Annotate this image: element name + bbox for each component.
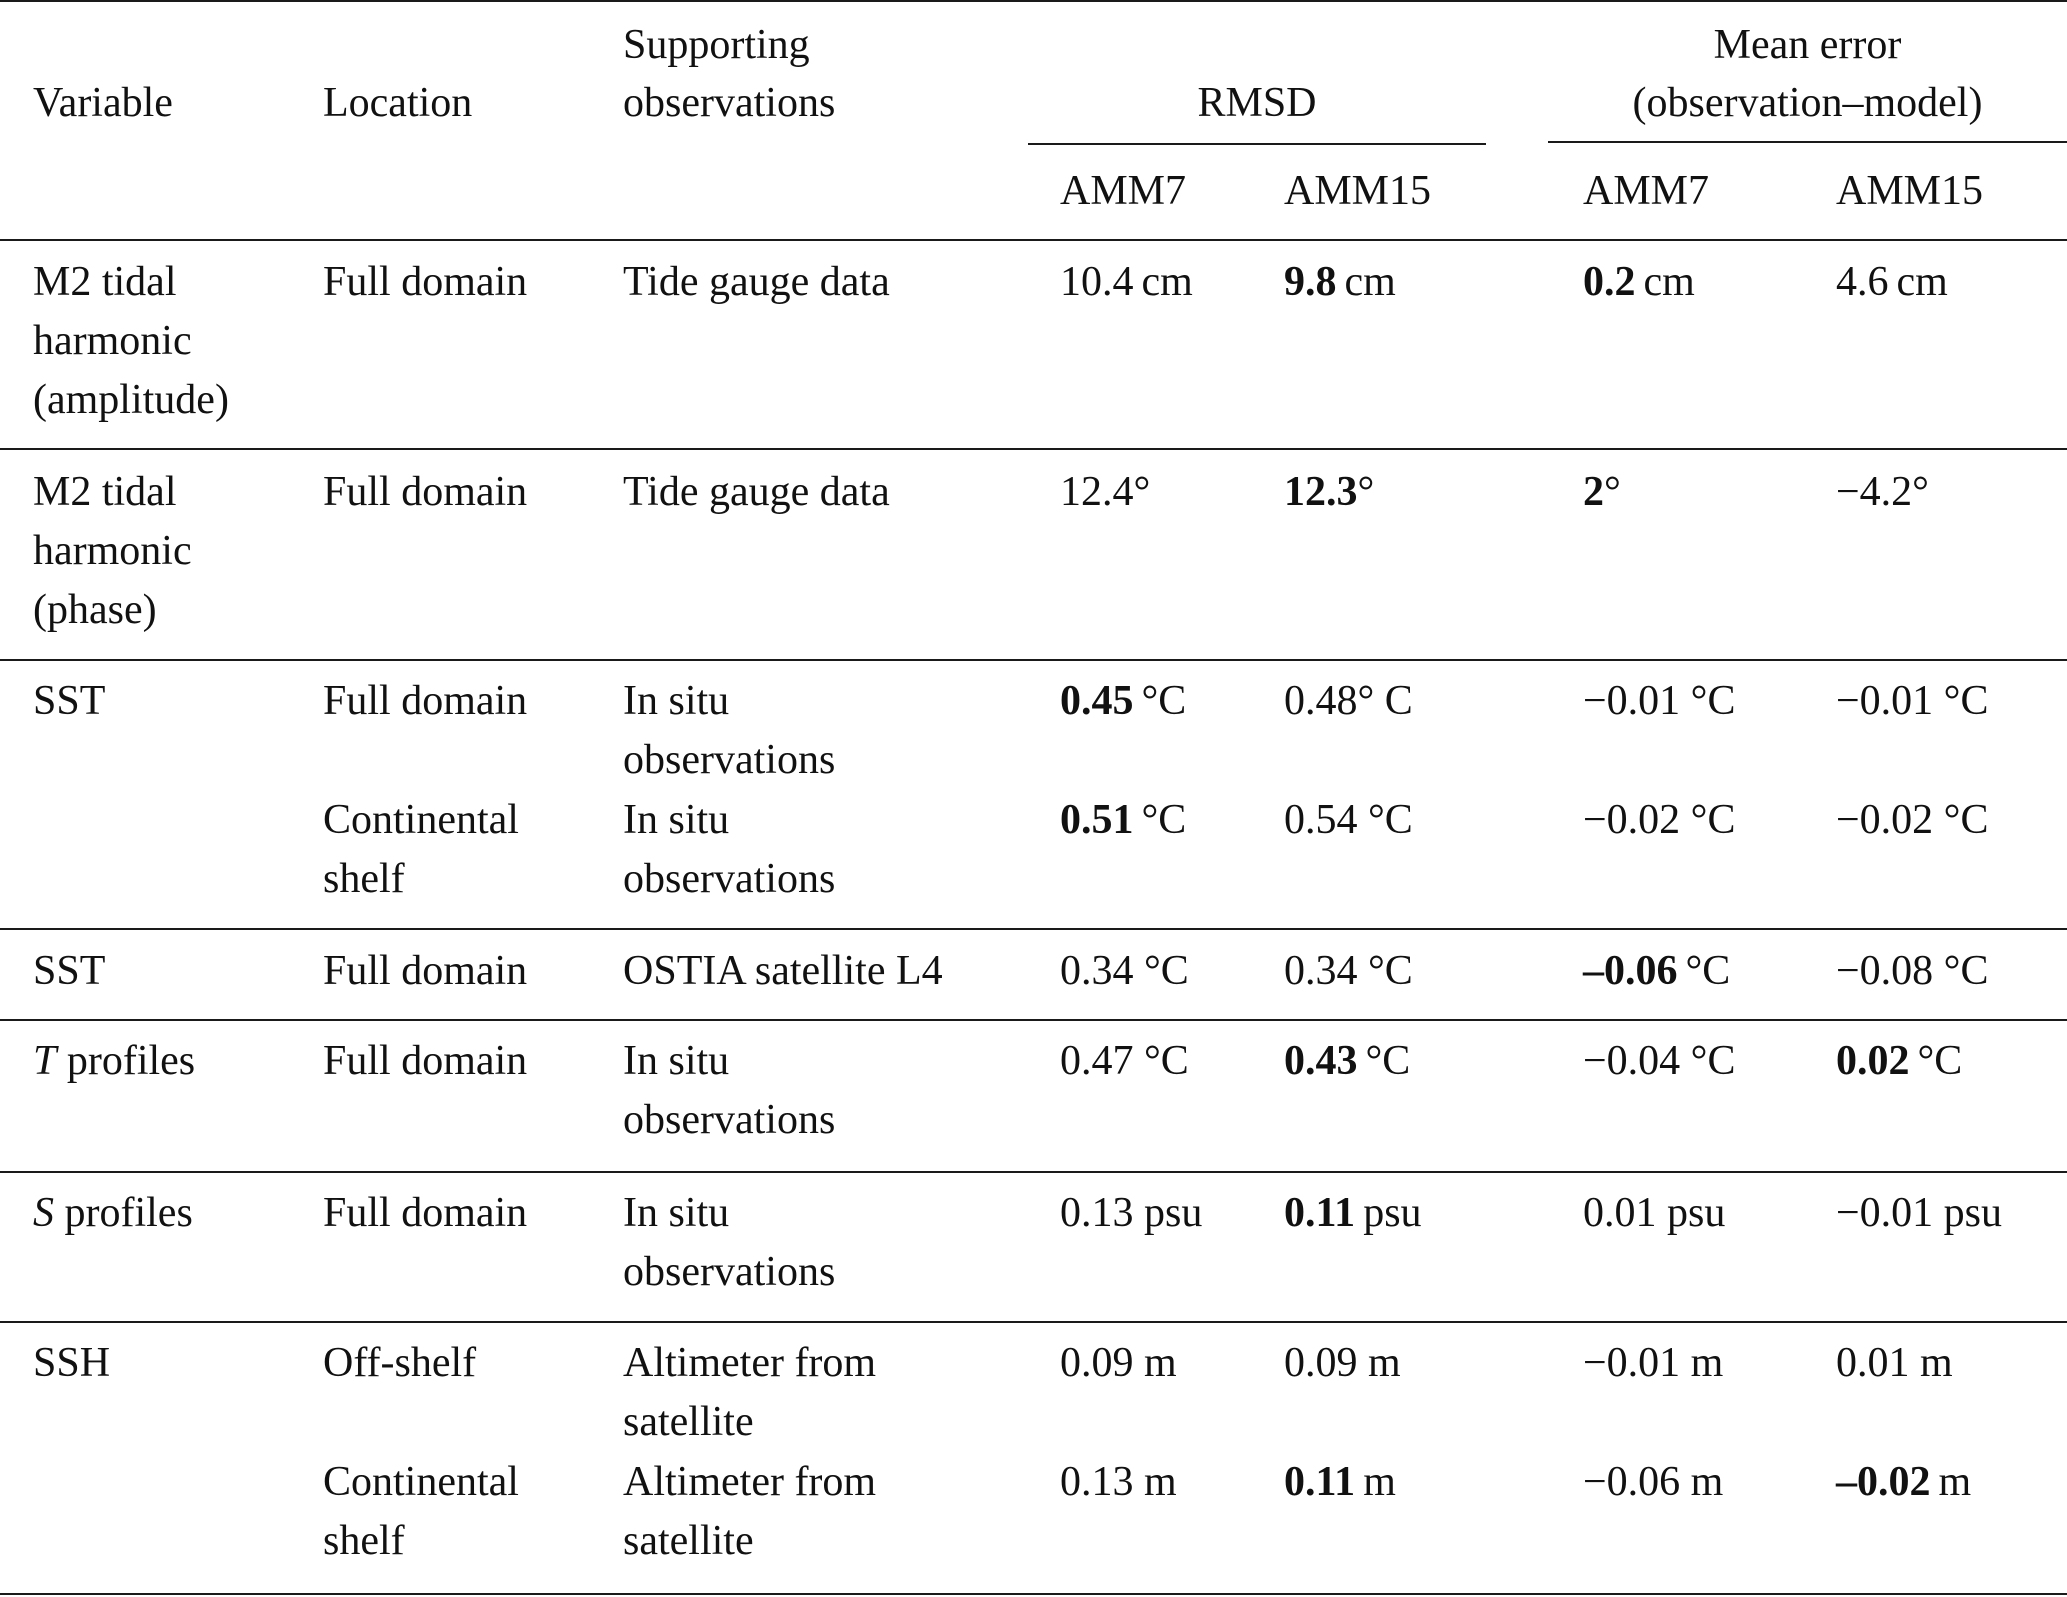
cell-rmsd-amm15 [1284, 671, 1413, 731]
header-me-amm7: AMM7 [1583, 168, 1710, 214]
cell-rmsd-amm15-value: 0.09 m [1284, 1340, 1401, 1386]
cell-location: Full domain [323, 1038, 528, 1084]
cell-variable [33, 1183, 193, 1243]
cell-me-amm15-value: −0.01 °C [1836, 678, 1989, 724]
cell-rmsd-amm15-unit: cm [1344, 259, 1396, 305]
cell-variable: SST [33, 948, 106, 994]
header-rmsd: RMSD [1197, 80, 1317, 126]
cell-me-amm15-unit: m [1938, 1459, 1972, 1505]
cell-me-amm7 [1583, 1031, 1736, 1091]
header-rmsd-amm7: AMM7 [1060, 168, 1187, 214]
row-rule [0, 1321, 2067, 1323]
cell-rmsd-amm15 [1284, 941, 1413, 1001]
cell-rmsd-amm7-value: 10.4 [1060, 259, 1134, 305]
cell-rmsd-amm7-value: 0.51 [1060, 797, 1134, 843]
cell-location: Continental [323, 797, 519, 843]
cell-support: Altimeter from [623, 1459, 877, 1505]
cell-variable: harmonic [33, 318, 192, 364]
cell-location: shelf [323, 856, 405, 902]
cell-rmsd-amm15-unit: ° [1357, 469, 1375, 515]
cell-rmsd-amm15 [1284, 1333, 1401, 1393]
cell-me-amm7-value: 2 [1583, 469, 1604, 515]
cell-me-amm7 [1583, 1452, 1723, 1512]
variable-label: profiles [56, 1038, 196, 1084]
cell-variable: harmonic [33, 528, 192, 574]
cell-support: In situ [623, 1038, 730, 1084]
cell-me-amm15 [1836, 1031, 1962, 1091]
cell-rmsd-amm7 [1060, 462, 1150, 522]
cell-me-amm15-value: –0.02 [1836, 1459, 1931, 1505]
cell-me-amm7 [1583, 1333, 1723, 1393]
cell-rmsd-amm15-unit: m [1363, 1459, 1396, 1505]
cell-rmsd-amm15 [1284, 462, 1374, 522]
cell-rmsd-amm15 [1284, 1183, 1422, 1243]
cell-location: Full domain [323, 948, 528, 994]
cell-rmsd-amm15 [1284, 252, 1396, 312]
cell-location: shelf [323, 1518, 405, 1564]
cell-me-amm7 [1583, 790, 1736, 850]
cell-rmsd-amm15-unit: °C [1365, 1038, 1411, 1084]
cell-support: In situ [623, 797, 730, 843]
cell-rmsd-amm7-value: 0.09 m [1060, 1340, 1177, 1386]
cell-rmsd-amm15-value: 12.3 [1284, 469, 1358, 515]
cell-me-amm7 [1583, 462, 1621, 522]
cell-rmsd-amm15 [1284, 1031, 1410, 1091]
variable-label: profiles [54, 1190, 193, 1236]
header-observations: observations [623, 80, 836, 126]
cell-rmsd-amm15-value: 0.43 [1284, 1038, 1358, 1084]
cell-support: observations [623, 856, 836, 902]
cell-me-amm7-value: −0.04 °C [1583, 1038, 1736, 1084]
header-variable: Variable [33, 80, 173, 126]
cell-rmsd-amm7-value: 0.13 m [1060, 1459, 1177, 1505]
cell-me-amm7-unit: ° [1604, 469, 1621, 515]
cell-rmsd-amm7 [1060, 252, 1193, 312]
cell-rmsd-amm7-value: 0.34 °C [1060, 948, 1189, 994]
cell-me-amm7-value: −0.01 m [1583, 1340, 1724, 1386]
cell-rmsd-amm7-value: 0.47 °C [1060, 1038, 1189, 1084]
cell-rmsd-amm7 [1060, 790, 1186, 850]
cell-rmsd-amm15-value: 0.34 °C [1284, 948, 1413, 994]
cell-rmsd-amm15-value: 0.11 [1284, 1190, 1356, 1236]
cell-rmsd-amm15-value: 9.8 [1284, 259, 1337, 305]
cell-me-amm7-value: 0.01 psu [1583, 1190, 1726, 1236]
cell-me-amm15 [1836, 1183, 2002, 1243]
cell-support: satellite [623, 1518, 754, 1564]
cell-me-amm7 [1583, 671, 1736, 731]
cell-me-amm7 [1583, 1183, 1725, 1243]
cell-me-amm7-value: −0.02 °C [1583, 797, 1736, 843]
cell-rmsd-amm7-unit: °C [1141, 678, 1187, 724]
cell-me-amm7-unit: °C [1685, 948, 1731, 994]
cell-me-amm7-unit: cm [1643, 259, 1695, 305]
cell-rmsd-amm7 [1060, 1183, 1202, 1243]
cell-me-amm15-value: 4.6 [1836, 259, 1889, 305]
row-rule [0, 1019, 2067, 1021]
cell-variable: (phase) [33, 587, 157, 633]
header-rule [0, 239, 2067, 241]
cell-me-amm15-value: 0.02 [1836, 1038, 1910, 1084]
cell-me-amm15-value: 0.01 m [1836, 1340, 1953, 1386]
cell-me-amm15-value: −0.08 °C [1836, 948, 1989, 994]
cell-support: satellite [623, 1399, 754, 1445]
cell-me-amm7 [1583, 941, 1730, 1001]
header-mean-error-sub: (observation–model) [1632, 80, 1983, 126]
row-rule [0, 659, 2067, 661]
cell-location: Continental [323, 1459, 519, 1505]
cell-me-amm15 [1836, 462, 1929, 522]
cell-support: Tide gauge data [623, 469, 890, 515]
cell-me-amm15 [1836, 1333, 1953, 1393]
cell-rmsd-amm7-value: 0.13 psu [1060, 1190, 1203, 1236]
cell-location: Full domain [323, 469, 528, 515]
cell-variable: M2 tidal [33, 469, 177, 515]
cell-location: Off-shelf [323, 1340, 477, 1386]
cell-rmsd-amm15 [1284, 1452, 1396, 1512]
cell-support: observations [623, 1249, 836, 1295]
cell-location: Full domain [323, 1190, 528, 1236]
cell-me-amm7-value: −0.01 °C [1583, 678, 1736, 724]
cell-rmsd-amm7-value: 12.4° [1060, 469, 1151, 515]
cell-rmsd-amm7-unit: °C [1141, 797, 1187, 843]
cell-location: Full domain [323, 259, 528, 305]
cell-support: In situ [623, 1190, 730, 1236]
cell-rmsd-amm7 [1060, 1452, 1177, 1512]
header-rmsd-amm15: AMM15 [1284, 168, 1432, 214]
cell-me-amm7-value: 0.2 [1583, 259, 1636, 305]
rmsd-underline [1028, 143, 1486, 145]
cell-me-amm15-unit: °C [1917, 1038, 1963, 1084]
cell-me-amm7-value: −0.06 m [1583, 1459, 1724, 1505]
header-me-amm15: AMM15 [1836, 168, 1984, 214]
cell-rmsd-amm15-value: 0.48° C [1284, 678, 1413, 724]
cell-me-amm15 [1836, 671, 1989, 731]
cell-support: observations [623, 1097, 836, 1143]
mean-error-underline [1548, 141, 2067, 143]
cell-rmsd-amm7 [1060, 671, 1186, 731]
top-rule [0, 0, 2067, 2]
cell-me-amm15-value: −0.01 psu [1836, 1190, 2003, 1236]
cell-rmsd-amm7 [1060, 1333, 1177, 1393]
cell-me-amm15-unit: cm [1896, 259, 1948, 305]
cell-rmsd-amm15-value: 0.54 °C [1284, 797, 1413, 843]
cell-rmsd-amm15-unit: psu [1363, 1190, 1422, 1236]
cell-variable: (amplitude) [33, 377, 229, 423]
cell-rmsd-amm7 [1060, 941, 1189, 1001]
cell-support: OSTIA satellite L4 [623, 948, 943, 994]
cell-me-amm15 [1836, 790, 1989, 850]
cell-me-amm15 [1836, 1452, 1971, 1512]
cell-variable: M2 tidal [33, 259, 177, 305]
header-location: Location [323, 80, 473, 126]
row-rule [0, 1171, 2067, 1173]
row-rule [0, 448, 2067, 450]
cell-support: In situ [623, 678, 730, 724]
variable-symbol: S [33, 1190, 54, 1236]
cell-variable: SSH [33, 1340, 111, 1386]
cell-rmsd-amm15 [1284, 790, 1413, 850]
cell-support: observations [623, 737, 836, 783]
cell-rmsd-amm7-value: 0.45 [1060, 678, 1134, 724]
cell-me-amm15-value: −0.02 °C [1836, 797, 1989, 843]
header-supporting: Supporting [623, 22, 810, 68]
cell-me-amm7 [1583, 252, 1695, 312]
cell-rmsd-amm7 [1060, 1031, 1189, 1091]
row-rule [0, 928, 2067, 930]
cell-support: Altimeter from [623, 1340, 877, 1386]
cell-support: Tide gauge data [623, 259, 890, 305]
cell-rmsd-amm15-value: 0.11 [1284, 1459, 1356, 1505]
cell-me-amm15-value: −4.2° [1836, 469, 1929, 515]
cell-rmsd-amm7-unit: cm [1141, 259, 1193, 305]
cell-me-amm15 [1836, 941, 1989, 1001]
variable-symbol: T [33, 1038, 57, 1084]
header-mean-error: Mean error [1713, 22, 1902, 68]
bottom-rule [0, 1593, 2067, 1595]
cell-variable [33, 1031, 195, 1091]
cell-variable: SST [33, 678, 106, 724]
cell-me-amm15 [1836, 252, 1948, 312]
cell-me-amm7-value: –0.06 [1583, 948, 1678, 994]
cell-location: Full domain [323, 678, 528, 724]
